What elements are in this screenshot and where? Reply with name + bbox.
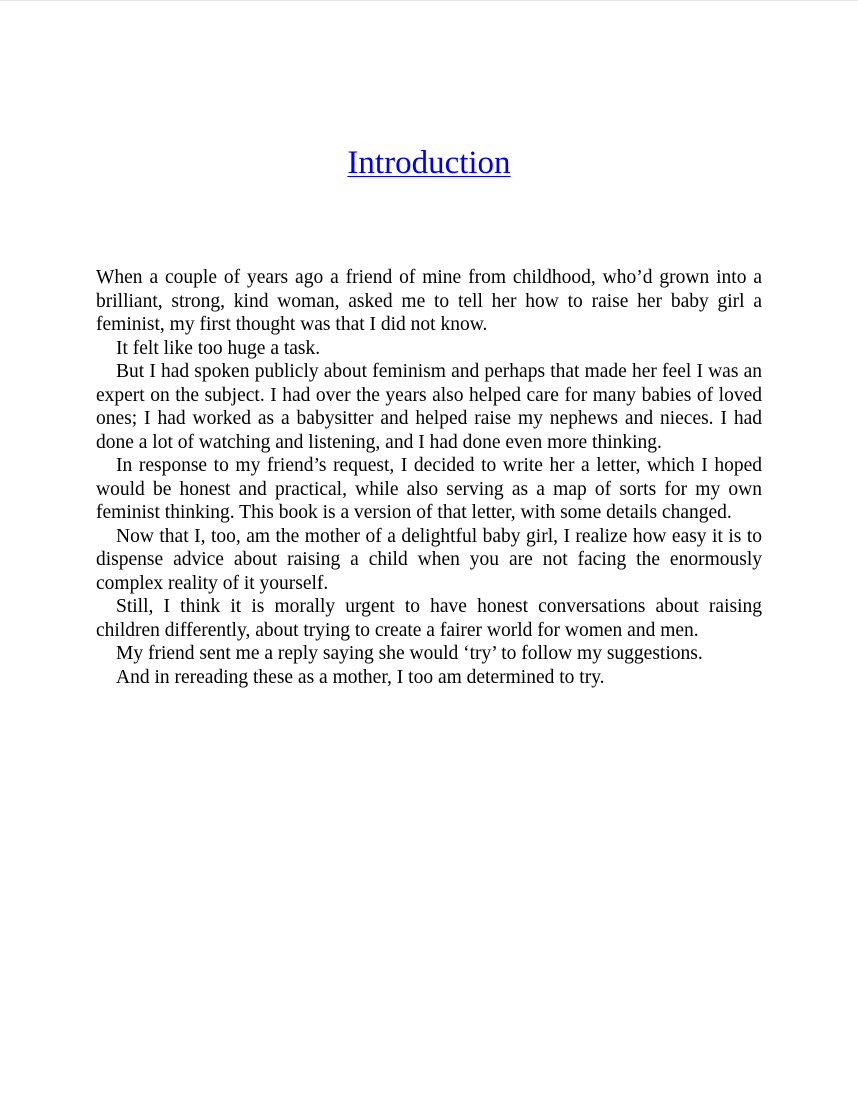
paragraph: When a couple of years ago a friend of mine from childhood, who’d grown into a brilliant, strong, kind woman, asked me to tell her how to raise her baby girl a feminist, my first thought was that I did not know. <box>96 267 762 335</box>
chapter-title-link[interactable]: Introduction <box>347 145 511 181</box>
chapter-body <box>96 266 762 689</box>
paragraph: And in rereading these as a mother, I too am determined to try. <box>116 666 605 688</box>
paragraph: In response to my friend’s request, I decided to write her a letter, which I hoped would be honest and practical, while also serving as a map of sorts for my own feminist thinking. This book is a version of that letter, with some details changed. <box>96 455 762 523</box>
paragraph: It felt like too huge a task. <box>116 337 321 359</box>
paragraph: Now that I, too, am the mother of a delightful baby girl, I realize how easy it is to dispense advice about raising a child when you are not facing the enormously complex reality of it yourself. <box>96 525 762 594</box>
paragraph: My friend sent me a reply saying she would ‘try’ to follow my suggestions. <box>116 643 703 664</box>
paragraph: Still, I think it is morally urgent to have honest conversations about raising children differently, about trying to create a fairer world for women and men. <box>96 596 762 641</box>
chapter-title <box>0 143 858 183</box>
paragraph: But I had spoken publicly about feminism and perhaps that made her feel I was an expert on the subject. I had over the years also helped care for many babies of loved ones; I had worked as a babysitter and helped raise my nephews and nieces. I had done a lot of watching and listening, and I had done even more thinking. <box>96 361 762 453</box>
